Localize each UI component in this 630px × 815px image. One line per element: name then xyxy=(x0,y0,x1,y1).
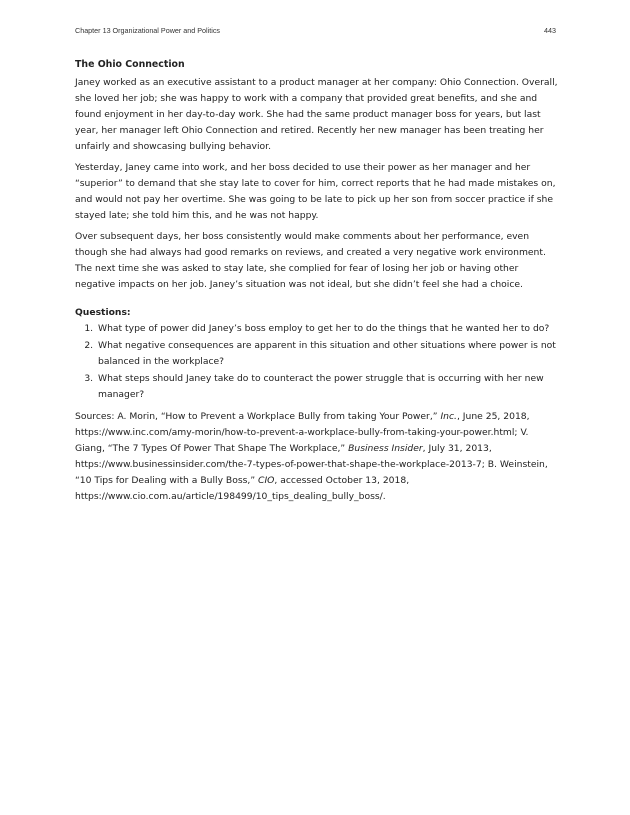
question-item: 2. What negative consequences are apparent in this situation and other situations where power is not balanced in the workplace? xyxy=(96,338,558,370)
questions-list xyxy=(75,321,558,403)
page-content xyxy=(75,58,558,505)
questions-heading: Questions: xyxy=(75,307,131,318)
paragraph-3: Over subsequent days, her boss consistently would make comments about her performance, even though she had always had good remarks on reviews, and created a very negative work environment. The next time she was asked to stay late, she complied for fear of losing her job or having other negative impacts on her job. Janey’s situation was not ideal, but she didn’t feel she had a choice. xyxy=(75,231,546,290)
paragraph-1: Janey worked as an executive assistant to a product manager at her company: Ohio Connection. Overall, she loved her job; she was happy to work with a company that provided great benefits, and she and found enjoyment in her day-to-day work. She had the same product manager boss for years, but last year, her manager left Ohio Connection and retired. Recently her new manager has been treating her unfairly and showcasing bullying behavior. xyxy=(75,77,558,152)
source-text: , accessed October 13, 2018, https://www.cio.com.au/article/198499/10_tips_dealing_bully_boss/. xyxy=(75,475,410,502)
source-publication: Inc. xyxy=(440,411,457,422)
paragraph-2: Yesterday, Janey came into work, and her boss decided to use their power as her manager and her “superior” to demand that she stay late to cover for him, correct reports that he had made mistakes on, and would not pay her overtime. She was going to be late to pick up her son from soccer practice if she stayed late; she told him this, and he was not happy. xyxy=(75,162,556,221)
source-publication: CIO xyxy=(258,475,275,486)
source-text: Sources: A. Morin, “How to Prevent a Workplace Bully from taking Your Power,” xyxy=(75,411,441,422)
question-item: 3. What steps should Janey take do to counteract the power struggle that is occurring with her new manager? xyxy=(96,371,558,403)
question-item: 1. What type of power did Janey’s boss employ to get her to do the things that he wanted her to do? xyxy=(96,321,558,337)
source-publication: Business Insider xyxy=(348,443,423,454)
page-number: 443 xyxy=(544,26,556,35)
chapter-title: Chapter 13 Organizational Power and Politics xyxy=(75,26,221,35)
section-title: The Ohio Connection xyxy=(75,59,185,70)
source-text: , July 31, 2013, https://www.businessinsider.com/the-7-types-of-power-that-shape-the-workplace-2013-7; B. Weinstein, “10 Tips for Dealing with a Bully Boss,” xyxy=(75,443,548,486)
sources-citation xyxy=(75,409,558,505)
source-text: , June 25, 2018, https://www.inc.com/amy-morin/how-to-prevent-a-workplace-bully-from-taking-your-power.html; V. Giang, “The 7 Types Of Power That Shape The Workplace,” xyxy=(75,411,530,454)
running-header xyxy=(75,26,556,38)
